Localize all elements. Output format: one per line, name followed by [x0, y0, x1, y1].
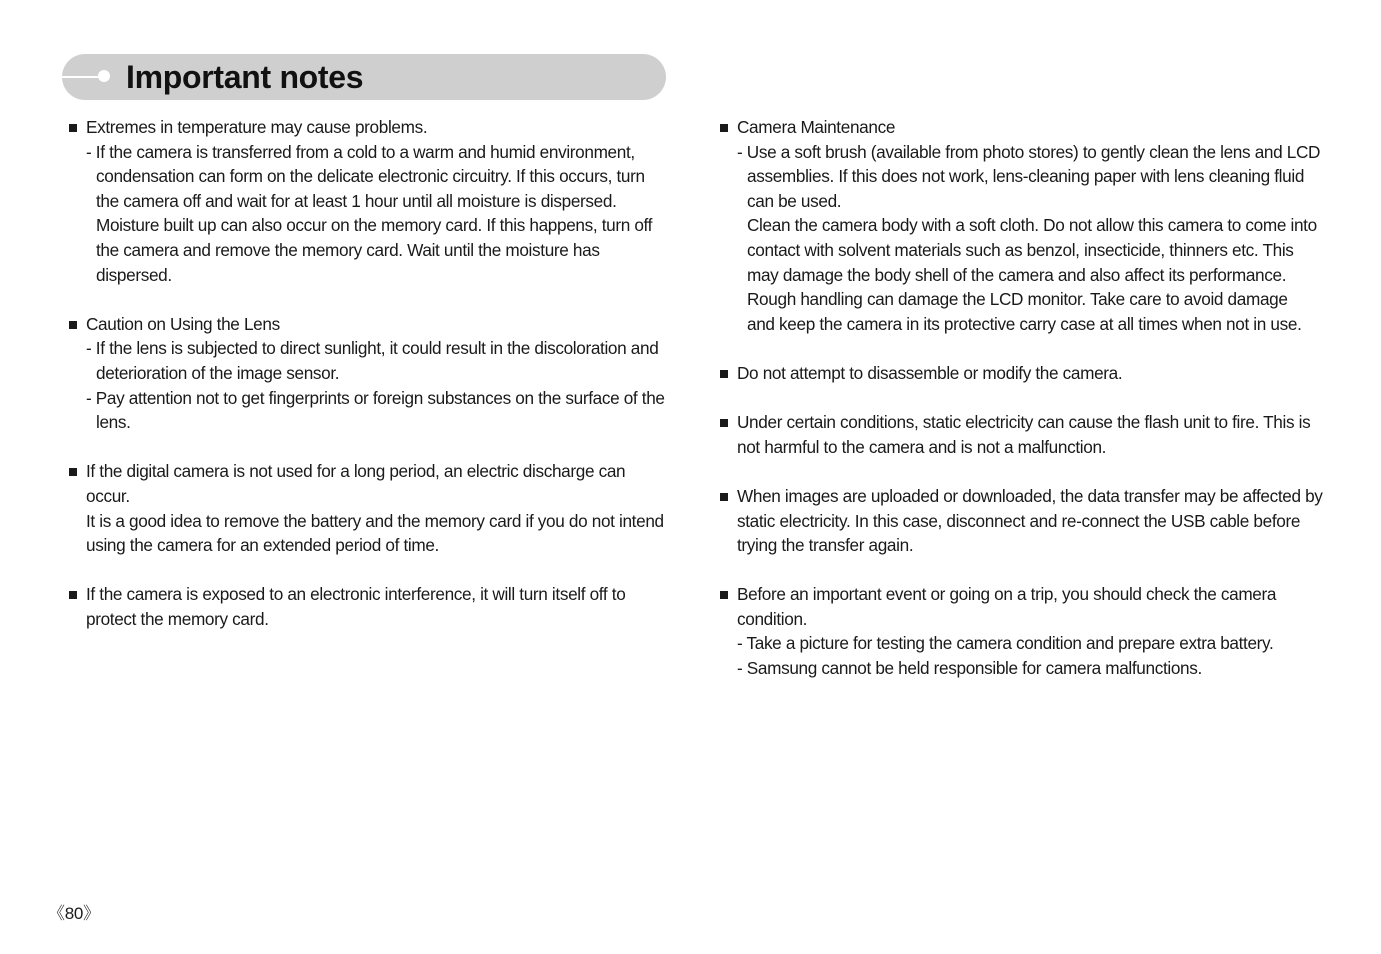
note-line: Extremes in temperature may cause problems.	[86, 117, 428, 137]
square-bullet-icon	[69, 124, 77, 132]
title-decoration-dot	[98, 70, 110, 82]
square-bullet-icon	[69, 591, 77, 599]
note-line: condition.	[737, 608, 808, 629]
note-line: If the camera is exposed to an electronic interference, it will turn itself off to	[86, 584, 626, 605]
note-item	[719, 484, 1323, 558]
square-bullet-icon	[720, 124, 728, 132]
note-line: Under certain conditions, static electricity can cause the flash unit to fire. This is	[737, 412, 1311, 433]
note-line: the camera and remove the memory card. Wait until the moisture has	[96, 239, 600, 260]
note-item	[719, 582, 1319, 680]
note-line: deterioration of the image sensor.	[96, 362, 340, 383]
note-line: static electricity. In this case, disconnect and re-connect the USB cable before	[737, 510, 1301, 531]
title-decoration-line	[62, 76, 102, 78]
note-line: Do not attempt to disassemble or modify the camera.	[737, 362, 1123, 383]
left-column	[68, 115, 668, 631]
note-line: lens.	[96, 412, 131, 433]
note-item	[68, 582, 668, 631]
note-line: Camera Maintenance	[737, 117, 896, 137]
note-line: trying the transfer again.	[737, 535, 914, 556]
note-line: Rough handling can damage the LCD monitor. Take care to avoid damage	[747, 289, 1288, 310]
square-bullet-icon	[69, 468, 77, 476]
note-line: When images are uploaded or downloaded, the data transfer may be affected by	[737, 485, 1323, 506]
note-line: Caution on Using the Lens	[86, 313, 280, 334]
note-line: - Pay attention not to get fingerprints or foreign substances on the surface of the	[86, 387, 665, 408]
note-line: It is a good idea to remove the battery and the memory card if you do not intend	[86, 510, 664, 531]
note-line: Moisture built up can also occur on the memory card. If this happens, turn off	[96, 215, 653, 236]
note-item	[719, 361, 1319, 386]
note-line: not harmful to the camera and is not a malfunction.	[737, 436, 1107, 457]
note-line: If the digital camera is not used for a long period, an electric discharge can	[86, 461, 626, 482]
note-line: using the camera for an extended period of time.	[86, 535, 439, 556]
right-column	[719, 115, 1323, 681]
note-line: condensation can form on the delicate electronic circuitry. If this occurs, turn	[96, 166, 645, 187]
square-bullet-icon	[720, 591, 728, 599]
note-line: Clean the camera body with a soft cloth. Do not allow this camera to come into	[747, 215, 1317, 236]
note-line: protect the memory card.	[86, 608, 269, 629]
square-bullet-icon	[720, 419, 728, 427]
note-item	[719, 115, 1319, 336]
note-line: - Take a picture for testing the camera condition and prepare extra battery.	[737, 633, 1274, 654]
square-bullet-icon	[720, 493, 728, 501]
note-line: the camera off and wait for at least 1 hour until all moisture is dispersed.	[96, 190, 617, 211]
note-line: Before an important event or going on a trip, you should check the camera	[737, 584, 1277, 605]
note-item	[719, 410, 1319, 459]
note-line: can be used.	[747, 190, 842, 211]
note-line: - If the lens is subjected to direct sunlight, it could result in the discoloration and	[86, 338, 659, 359]
note-line: dispersed.	[96, 264, 172, 285]
square-bullet-icon	[720, 370, 728, 378]
square-bullet-icon	[69, 321, 77, 329]
note-line: contact with solvent materials such as benzol, insecticide, thinners etc. This	[747, 239, 1294, 260]
note-line: assemblies. If this does not work, lens-cleaning paper with lens cleaning fluid	[747, 166, 1305, 187]
note-line: may damage the body shell of the camera and also affect its performance.	[747, 264, 1287, 285]
page-title: Important notes	[126, 59, 364, 95]
note-item	[68, 459, 668, 557]
note-line: - If the camera is transferred from a cold to a warm and humid environment,	[86, 141, 635, 162]
note-line: - Use a soft brush (available from photo stores) to gently clean the lens and LCD	[737, 141, 1321, 162]
page-number: 《80》	[48, 904, 100, 923]
note-line: occur.	[86, 485, 130, 506]
note-line: - Samsung cannot be held responsible for camera malfunctions.	[737, 658, 1202, 679]
note-line: and keep the camera in its protective carry case at all times when not in use.	[747, 313, 1302, 334]
note-item	[68, 312, 668, 435]
note-item	[68, 115, 668, 287]
